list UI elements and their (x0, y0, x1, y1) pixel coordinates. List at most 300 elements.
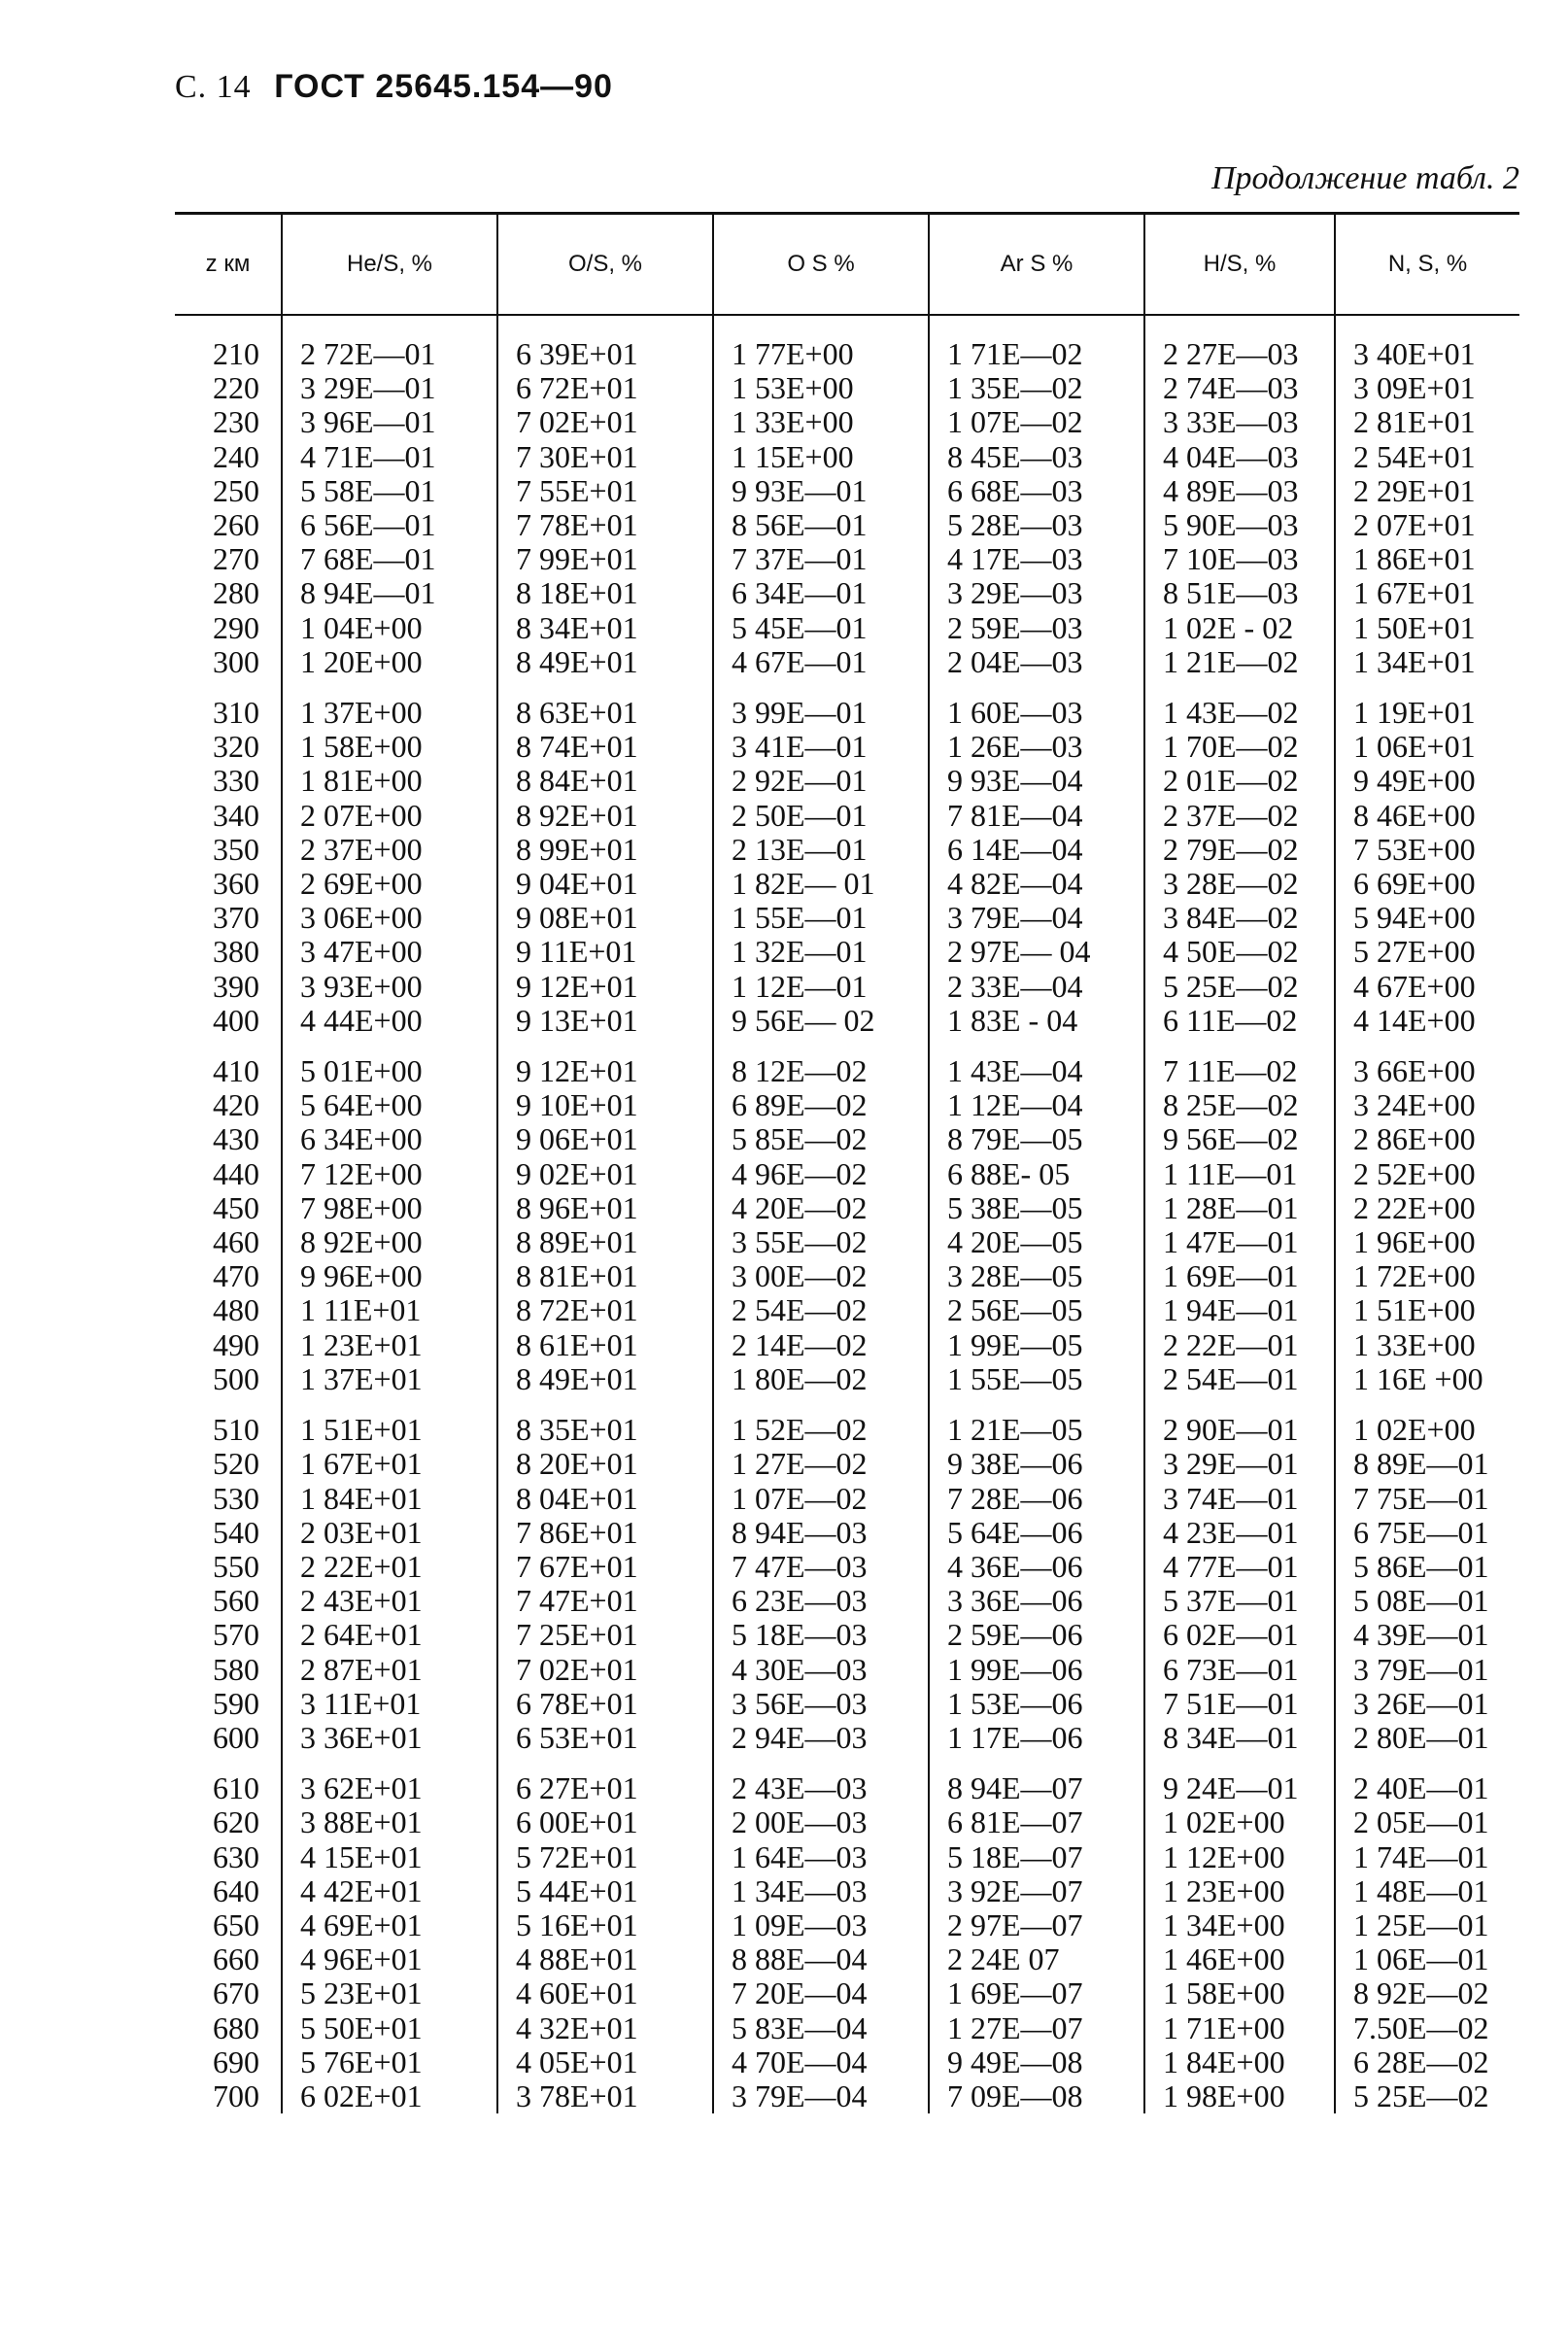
page-header (175, 68, 613, 106)
value-cell: 1 55E—01 (713, 901, 929, 935)
value-cell: 4 32E+01 (497, 2011, 713, 2045)
column-header: He/S, % (282, 214, 497, 316)
value-cell: 4 44E+00 (282, 1004, 497, 1038)
value-cell: 9 12E+01 (497, 1038, 713, 1088)
value-cell: 6 68E—03 (929, 474, 1144, 508)
altitude-cell: 410 (213, 1053, 259, 1089)
value-cell: 7 10E—03 (1144, 542, 1335, 576)
value-cell: 2 07E+00 (282, 799, 497, 833)
table-row (175, 440, 1519, 474)
value-cell: 9 24E—01 (1144, 1755, 1335, 1805)
value-cell: 5 64E+00 (282, 1088, 497, 1122)
value-cell: 1 07E—02 (929, 405, 1144, 439)
value-cell: 2 54E—01 (1144, 1362, 1335, 1396)
table-row (175, 1516, 1519, 1550)
value-cell: 1 53E—06 (929, 1687, 1144, 1721)
value-cell: 5 28E—03 (929, 508, 1144, 542)
altitude-cell: 310 (213, 695, 259, 731)
altitude-cell: 470 (213, 1258, 259, 1294)
value-cell: 3 56E—03 (713, 1687, 929, 1721)
value-cell: 1 74E—01 (1335, 1840, 1519, 1874)
altitude-cell: 240 (213, 438, 259, 474)
value-cell: 4 60E+01 (497, 1976, 713, 2010)
value-cell: 5 23E+01 (282, 1976, 497, 2010)
value-cell: 1 52E—02 (713, 1396, 929, 1447)
value-cell: 3 36E—06 (929, 1584, 1144, 1618)
column-header: N, S, % (1335, 214, 1519, 316)
value-cell: 4 67E—01 (713, 645, 929, 679)
altitude-cell: 290 (213, 609, 259, 645)
altitude-cell: 620 (213, 1804, 259, 1840)
value-cell: 7 30E+01 (497, 440, 713, 474)
table-row (175, 1942, 1519, 1976)
value-cell: 8 04E+01 (497, 1482, 713, 1516)
table-row (175, 474, 1519, 508)
value-cell: 3 28E—05 (929, 1259, 1144, 1293)
value-cell: 4 82E—04 (929, 867, 1144, 901)
value-cell: 8 45E—03 (929, 440, 1144, 474)
table-row (175, 833, 1519, 867)
altitude-cell: 560 (213, 1583, 259, 1619)
value-cell: 9 06E+01 (497, 1122, 713, 1156)
value-cell: 4 20E—02 (713, 1191, 929, 1225)
value-cell: 1 55E—05 (929, 1362, 1144, 1396)
value-cell: 3 06E+00 (282, 901, 497, 935)
table-row (175, 970, 1519, 1004)
value-cell: 7 75E—01 (1335, 1482, 1519, 1516)
value-cell: 9 11E+01 (497, 935, 713, 969)
altitude-cell: 650 (213, 1906, 259, 1942)
table-row (175, 1447, 1519, 1481)
value-cell: 6 78E+01 (497, 1687, 713, 1721)
value-cell: 3 62E+01 (282, 1755, 497, 1805)
data-table (175, 212, 1519, 2113)
value-cell: 8 49E+01 (497, 1362, 713, 1396)
table-row (175, 576, 1519, 610)
value-cell: 2 86E+00 (1335, 1122, 1519, 1156)
value-cell: 6 11E—02 (1144, 1004, 1335, 1038)
table-row (175, 542, 1519, 576)
value-cell: 8 35E+01 (497, 1396, 713, 1447)
value-cell: 7.50E—02 (1335, 2011, 1519, 2045)
value-cell: 4 36E—06 (929, 1550, 1144, 1584)
value-cell: 3 29E—01 (282, 371, 497, 405)
value-cell: 8 81E+01 (497, 1259, 713, 1293)
value-cell: 3 74E—01 (1144, 1482, 1335, 1516)
value-cell: 1 72E+00 (1335, 1259, 1519, 1293)
value-cell: 1 20E+00 (282, 645, 497, 679)
altitude-cell: 670 (213, 1975, 259, 2011)
value-cell: 8 94E—03 (713, 1516, 929, 1550)
value-cell: 9 04E+01 (497, 867, 713, 901)
value-cell: 2 22E+01 (282, 1550, 497, 1584)
value-cell: 2 13E—01 (713, 833, 929, 867)
value-cell: 1 27E—07 (929, 2011, 1144, 2045)
table-row (175, 867, 1519, 901)
value-cell: 1 84E+00 (1144, 2045, 1335, 2079)
value-cell: 1 43E—04 (929, 1038, 1144, 1088)
value-cell: 7 25E+01 (497, 1618, 713, 1652)
value-cell: 1 33E+00 (1335, 1328, 1519, 1362)
value-cell: 8 89E—01 (1335, 1447, 1519, 1481)
table-row (175, 645, 1519, 679)
value-cell: 2 72E—01 (282, 315, 497, 371)
value-cell: 2 33E—04 (929, 970, 1144, 1004)
table-row (175, 611, 1519, 645)
value-cell: 3 78E+01 (497, 2079, 713, 2113)
value-cell: 1 21E—05 (929, 1396, 1144, 1447)
value-cell: 7 02E+01 (497, 1653, 713, 1687)
table-row (175, 1088, 1519, 1122)
value-cell: 3 29E—01 (1144, 1447, 1335, 1481)
value-cell: 9 56E—02 (1144, 1122, 1335, 1156)
value-cell: 1 70E—02 (1144, 730, 1335, 764)
value-cell: 1 34E+00 (1144, 1908, 1335, 1942)
value-cell: 2 07E+01 (1335, 508, 1519, 542)
value-cell: 5 90E—03 (1144, 508, 1335, 542)
value-cell: 3 79E—04 (713, 2079, 929, 2113)
value-cell: 8 79E—05 (929, 1122, 1144, 1156)
value-cell: 3 92E—07 (929, 1874, 1144, 1908)
value-cell: 7 09E—08 (929, 2079, 1144, 2113)
altitude-cell: 230 (213, 404, 259, 440)
altitude-cell: 460 (213, 1224, 259, 1260)
value-cell: 4 71E—01 (282, 440, 497, 474)
value-cell: 4 70E—04 (713, 2045, 929, 2079)
value-cell: 1 17E—06 (929, 1721, 1144, 1755)
value-cell: 4 67E+00 (1335, 970, 1519, 1004)
value-cell: 5 50E+01 (282, 2011, 497, 2045)
altitude-cell: 540 (213, 1514, 259, 1550)
table-body (175, 315, 1519, 2113)
value-cell: 2 59E—06 (929, 1618, 1144, 1652)
table-row (175, 1225, 1519, 1259)
altitude-cell: 520 (213, 1446, 259, 1482)
value-cell: 2 80E—01 (1335, 1721, 1519, 1755)
value-cell: 9 93E—01 (713, 474, 929, 508)
table-row (175, 730, 1519, 764)
value-cell: 5 37E—01 (1144, 1584, 1335, 1618)
value-cell: 4 89E—03 (1144, 474, 1335, 508)
value-cell: 7 86E+01 (497, 1516, 713, 1550)
value-cell: 6 72E+01 (497, 371, 713, 405)
altitude-cell: 640 (213, 1872, 259, 1908)
value-cell: 1 46E+00 (1144, 1942, 1335, 1976)
value-cell: 3 33E—03 (1144, 405, 1335, 439)
table-continuation-label: Продолжение табл. 2 (1210, 160, 1519, 196)
value-cell: 1 47E—01 (1144, 1225, 1335, 1259)
value-cell: 8 74E+01 (497, 730, 713, 764)
value-cell: 1 27E—02 (713, 1447, 929, 1481)
value-cell: 1 43E—02 (1144, 679, 1335, 730)
value-cell: 7 47E—03 (713, 1550, 929, 1584)
altitude-cell: 450 (213, 1189, 259, 1225)
table-row (175, 315, 1519, 371)
value-cell: 8 96E+01 (497, 1191, 713, 1225)
value-cell: 2 90E—01 (1144, 1396, 1335, 1447)
value-cell: 1 09E—03 (713, 1908, 929, 1942)
value-cell: 2 97E— 04 (929, 935, 1144, 969)
value-cell: 4 23E—01 (1144, 1516, 1335, 1550)
table-row (175, 405, 1519, 439)
value-cell: 8 92E+01 (497, 799, 713, 833)
value-cell: 4 39E—01 (1335, 1618, 1519, 1652)
value-cell: 1 69E—01 (1144, 1259, 1335, 1293)
value-cell: 7 51E—01 (1144, 1687, 1335, 1721)
value-cell: 2 27E—03 (1144, 315, 1335, 371)
value-cell: 1 99E—05 (929, 1328, 1144, 1362)
value-cell: 6 56E—01 (282, 508, 497, 542)
value-cell: 2 94E—03 (713, 1721, 929, 1755)
table-row (175, 2079, 1519, 2113)
table-row (175, 1976, 1519, 2010)
value-cell: 5 01E+00 (282, 1038, 497, 1088)
value-cell: 3 29E—03 (929, 576, 1144, 610)
value-cell: 1 82E— 01 (713, 867, 929, 901)
value-cell: 3 24E+00 (1335, 1088, 1519, 1122)
value-cell: 2 74E—03 (1144, 371, 1335, 405)
value-cell: 1 53E+00 (713, 371, 929, 405)
value-cell: 9 56E— 02 (713, 1004, 929, 1038)
value-cell: 8 46E+00 (1335, 799, 1519, 833)
altitude-cell: 390 (213, 968, 259, 1004)
table-row (175, 1191, 1519, 1225)
table-row (175, 1908, 1519, 1942)
value-cell: 2 14E—02 (713, 1328, 929, 1362)
table-row (175, 508, 1519, 542)
altitude-cell: 610 (213, 1770, 259, 1806)
value-cell: 6 53E+01 (497, 1721, 713, 1755)
table-row (175, 1038, 1519, 1088)
value-cell: 8 92E—02 (1335, 1976, 1519, 2010)
value-cell: 1 77E+00 (713, 315, 929, 371)
value-cell: 1 12E+00 (1144, 1840, 1335, 1874)
value-cell: 4 04E—03 (1144, 440, 1335, 474)
value-cell: 5 85E—02 (713, 1122, 929, 1156)
value-cell: 3 96E—01 (282, 405, 497, 439)
value-cell: 7 20E—04 (713, 1976, 929, 2010)
value-cell: 1 81E+00 (282, 764, 497, 798)
value-cell: 1 35E—02 (929, 371, 1144, 405)
value-cell: 9 38E—06 (929, 1447, 1144, 1481)
value-cell: 6 27E+01 (497, 1755, 713, 1805)
value-cell: 1 71E+00 (1144, 2011, 1335, 2045)
value-cell: 1 15E+00 (713, 440, 929, 474)
value-cell: 2 81E+01 (1335, 405, 1519, 439)
value-cell: 6 75E—01 (1335, 1516, 1519, 1550)
value-cell: 8 61E+01 (497, 1328, 713, 1362)
altitude-cell: 530 (213, 1480, 259, 1516)
value-cell: 3 93E+00 (282, 970, 497, 1004)
value-cell: 7 11E—02 (1144, 1038, 1335, 1088)
value-cell: 1 50E+01 (1335, 611, 1519, 645)
value-cell: 1 71E—02 (929, 315, 1144, 371)
value-cell: 7 37E—01 (713, 542, 929, 576)
table-row (175, 1805, 1519, 1839)
value-cell: 2 37E+00 (282, 833, 497, 867)
value-cell: 5 58E—01 (282, 474, 497, 508)
value-cell: 1 06E—01 (1335, 1942, 1519, 1976)
table-row (175, 1122, 1519, 1156)
value-cell: 2 29E+01 (1335, 474, 1519, 508)
value-cell: 4 88E+01 (497, 1942, 713, 1976)
value-cell: 8 34E—01 (1144, 1721, 1335, 1755)
altitude-cell: 630 (213, 1838, 259, 1874)
value-cell: 6 14E—04 (929, 833, 1144, 867)
value-cell: 9 13E+01 (497, 1004, 713, 1038)
altitude-cell: 680 (213, 2009, 259, 2045)
value-cell: 8 94E—01 (282, 576, 497, 610)
value-cell: 1 23E+01 (282, 1328, 497, 1362)
value-cell: 2 92E—01 (713, 764, 929, 798)
value-cell: 7 02E+01 (497, 405, 713, 439)
value-cell: 6 39E+01 (497, 315, 713, 371)
value-cell: 3 84E—02 (1144, 901, 1335, 935)
value-cell: 9 12E+01 (497, 970, 713, 1004)
value-cell: 2 69E+00 (282, 867, 497, 901)
value-cell: 3 00E—02 (713, 1259, 929, 1293)
value-cell: 5 08E—01 (1335, 1584, 1519, 1618)
value-cell: 7 28E—06 (929, 1482, 1144, 1516)
page-number: С. 14 (175, 69, 252, 105)
value-cell: 6 89E—02 (713, 1088, 929, 1122)
value-cell: 2 56E—05 (929, 1293, 1144, 1327)
altitude-cell: 600 (213, 1719, 259, 1755)
value-cell: 3 28E—02 (1144, 867, 1335, 901)
table-row (175, 1482, 1519, 1516)
value-cell: 7 99E+01 (497, 542, 713, 576)
value-cell: 7 98E+00 (282, 1191, 497, 1225)
value-cell: 3 26E—01 (1335, 1687, 1519, 1721)
altitude-cell: 660 (213, 1941, 259, 1977)
value-cell: 3 36E+01 (282, 1721, 497, 1755)
value-cell: 6 02E—01 (1144, 1618, 1335, 1652)
value-cell: 8 34E+01 (497, 611, 713, 645)
altitude-cell: 550 (213, 1548, 259, 1584)
value-cell: 6 02E+01 (282, 2079, 497, 2113)
table-row (175, 1584, 1519, 1618)
table-row (175, 2045, 1519, 2079)
value-cell: 8 99E+01 (497, 833, 713, 867)
column-header: H/S, % (1144, 214, 1335, 316)
table-row (175, 799, 1519, 833)
value-cell: 6 81E—07 (929, 1805, 1144, 1839)
value-cell: 1 51E+00 (1335, 1293, 1519, 1327)
value-cell: 4 96E+01 (282, 1942, 497, 1976)
table-row (175, 679, 1519, 730)
value-cell: 4 14E+00 (1335, 1004, 1519, 1038)
value-cell: 1 84E+01 (282, 1482, 497, 1516)
value-cell: 4 20E—05 (929, 1225, 1144, 1259)
value-cell: 9 93E—04 (929, 764, 1144, 798)
value-cell: 1 02E+00 (1335, 1396, 1519, 1447)
value-cell: 8 72E+01 (497, 1293, 713, 1327)
value-cell: 1 60E—03 (929, 679, 1144, 730)
value-cell: 1 80E—02 (713, 1362, 929, 1396)
table-row (175, 1157, 1519, 1191)
altitude-cell: 490 (213, 1326, 259, 1362)
altitude-cell: 210 (213, 336, 259, 371)
value-cell: 1 12E—04 (929, 1088, 1144, 1122)
value-cell: 8 56E—01 (713, 508, 929, 542)
value-cell: 6 73E—01 (1144, 1653, 1335, 1687)
value-cell: 1 19E+01 (1335, 679, 1519, 730)
value-cell: 1 21E—02 (1144, 645, 1335, 679)
value-cell: 2 54E—02 (713, 1293, 929, 1327)
value-cell: 2 01E—02 (1144, 764, 1335, 798)
value-cell: 2 22E—01 (1144, 1328, 1335, 1362)
value-cell: 3 40E+01 (1335, 315, 1519, 371)
altitude-cell: 440 (213, 1155, 259, 1191)
value-cell: 1 58E+00 (282, 730, 497, 764)
table-row (175, 1618, 1519, 1652)
value-cell: 1 02E - 02 (1144, 611, 1335, 645)
value-cell: 2 00E—03 (713, 1805, 929, 1839)
value-cell: 5 44E+01 (497, 1874, 713, 1908)
altitude-cell: 420 (213, 1087, 259, 1123)
table-row (175, 764, 1519, 798)
value-cell: 2 50E—01 (713, 799, 929, 833)
altitude-cell: 400 (213, 1002, 259, 1038)
altitude-cell: 340 (213, 797, 259, 833)
value-cell: 4 15E+01 (282, 1840, 497, 1874)
value-cell: 8 18E+01 (497, 576, 713, 610)
value-cell: 3 79E—01 (1335, 1653, 1519, 1687)
value-cell: 8 25E—02 (1144, 1088, 1335, 1122)
value-cell: 7 53E+00 (1335, 833, 1519, 867)
value-cell: 2 52E+00 (1335, 1157, 1519, 1191)
value-cell: 7 67E+01 (497, 1550, 713, 1584)
altitude-cell: 360 (213, 866, 259, 902)
value-cell: 1 34E+01 (1335, 645, 1519, 679)
value-cell: 2 97E—07 (929, 1908, 1144, 1942)
value-cell: 4 69E+01 (282, 1908, 497, 1942)
altitude-cell: 270 (213, 541, 259, 577)
value-cell: 1 34E—03 (713, 1874, 929, 1908)
value-cell: 1 25E—01 (1335, 1908, 1519, 1942)
table-row (175, 1653, 1519, 1687)
value-cell: 6 34E—01 (713, 576, 929, 610)
value-cell: 8 92E+00 (282, 1225, 497, 1259)
altitude-cell: 350 (213, 831, 259, 867)
value-cell: 2 79E—02 (1144, 833, 1335, 867)
value-cell: 1 69E—07 (929, 1976, 1144, 2010)
value-cell: 1 86E+01 (1335, 542, 1519, 576)
value-cell: 2 54E+01 (1335, 440, 1519, 474)
value-cell: 4 30E—03 (713, 1653, 929, 1687)
value-cell: 2 43E+01 (282, 1584, 497, 1618)
value-cell: 2 64E+01 (282, 1618, 497, 1652)
value-cell: 9 96E+00 (282, 1259, 497, 1293)
altitude-cell: 510 (213, 1412, 259, 1448)
value-cell: 3 79E—04 (929, 901, 1144, 935)
value-cell: 7 68E—01 (282, 542, 497, 576)
value-cell: 1 33E+00 (713, 405, 929, 439)
value-cell: 5 94E+00 (1335, 901, 1519, 935)
value-cell: 8 94E—07 (929, 1755, 1144, 1805)
table-row (175, 1362, 1519, 1396)
value-cell: 9 02E+01 (497, 1157, 713, 1191)
value-cell: 1 94E—01 (1144, 1293, 1335, 1327)
altitude-cell: 260 (213, 507, 259, 543)
value-cell: 6 69E+00 (1335, 867, 1519, 901)
column-header: O/S, % (497, 214, 713, 316)
value-cell: 1 58E+00 (1144, 1976, 1335, 2010)
value-cell: 2 05E—01 (1335, 1805, 1519, 1839)
standard-number: ГОСТ 25645.154—90 (274, 68, 613, 105)
value-cell: 5 64E—06 (929, 1516, 1144, 1550)
value-cell: 5 76E+01 (282, 2045, 497, 2079)
